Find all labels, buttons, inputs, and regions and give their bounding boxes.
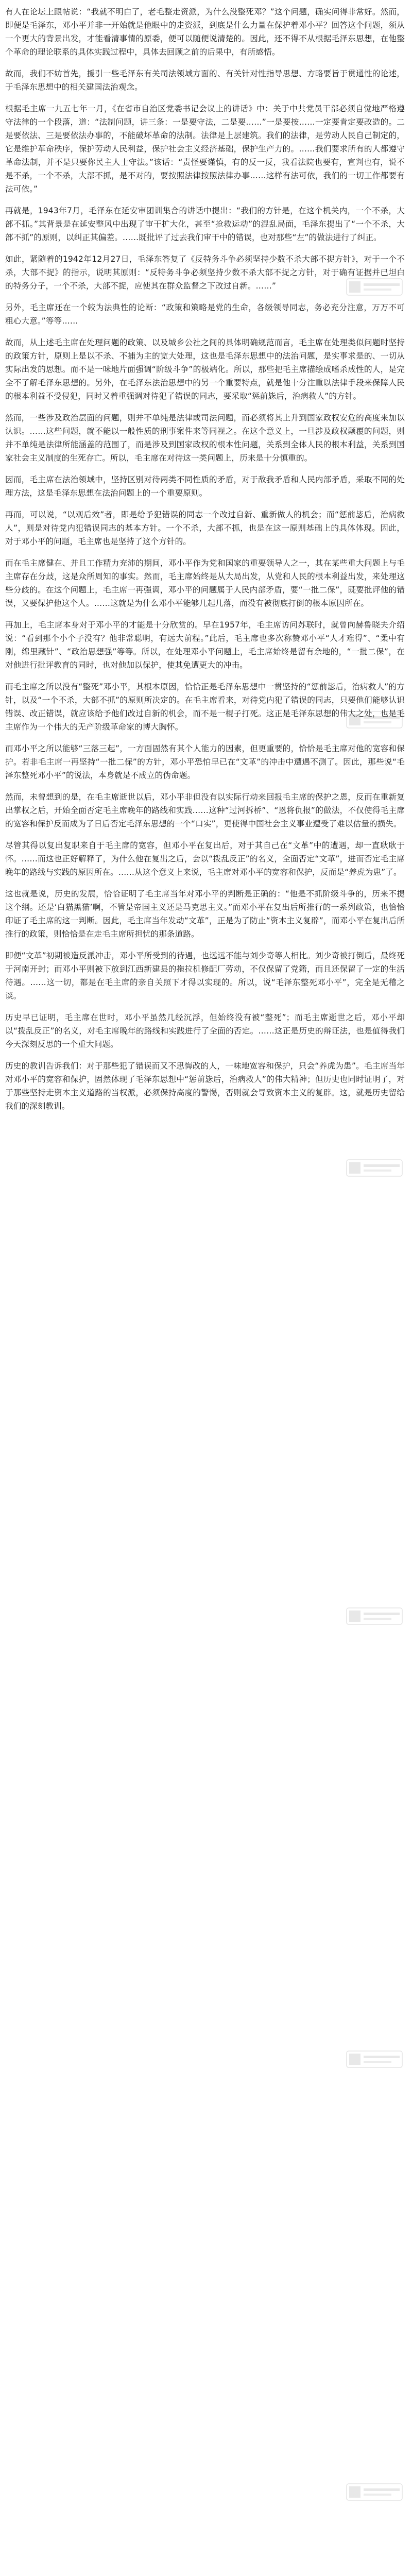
article-paragraph: 如此，紧随着的1942年12月27日，毛泽东答复了《反特务斗争必须坚持少数不杀大部不捉方针》，对于一个不杀，大部不捉》的指示，说明其原则：“反特务斗争必须坚持少数不杀大部不捉之方针，对于确有证据并已坦白的特务分子，一个不杀，大部不捉，应使其在群众监督之下改过自新。……” [5, 255, 405, 291]
article-paragraph: 有人在论坛上跟帖说：“我就不明白了，老毛整走资派，为什么没整死邓？”这个问题，确实问得非常好。然而，即便是毛泽东，邓小平并非一开始就是他眼中的走资派，到底是什么力量在保护着邓小平？回答这个问题，须从一个更大的背景出发，才能看清事情的原委，便可以随便说清楚的。因此，还不得不从根据毛泽东思想，在他整个革命的理论联系的具体实践过程中，具体去回顾之前的后果中，有所感悟。 [5, 7, 405, 57]
article-paragraph: 根据毛主席一九五七年一月，《在省市自治区党委书记会议上的讲话》中：关于中共党员干部必须自觉地严格遵守法律的一个段落，道：“法制问题，讲三条：一是要守法，二是要……”一是要按……一定要肯定要改造的。二是要依法、三是要依法办事的，不能破坏革命的法制。法律是上层建筑。我们的法律，是劳动人民自己制定的，它是维护革命秩序，保护劳动人民利益，保护社会主义经济基础，保护生产力的。……我们要求所有的人都遵守革命法制，并不是只要你民主人士守法。”该话：“责怪要谨慎，有的反一反，我看法院也要有，宣判也有，说不是不杀，一个不杀，大部不抓，是不对的，要按照法律按照法律办事……这样有法可依，我们的一切工作都要有法可依。” [5, 104, 405, 194]
article-paragraph: 再加上，毛主席本身对于邓小平的才能是十分欣赏的。早在1957年，毛主席访问苏联时，就曾向赫鲁晓夫介绍说：“看到那个小个子没有？他非常聪明，有远大前程。”此后，毛主席也多次称赞邓小平“人才难得”、“柔中有刚，绵里藏针”、“政治思想强”等等。所以，在处理邓小平问题上，毛主席始终是留有余地的，“一批二保”，在对他进行批评教育的同时，也对他加以保护，使其免遭更大的冲击。 [5, 620, 405, 670]
watermark-logo [346, 2050, 403, 2068]
watermark-logo [346, 1159, 403, 1177]
article-paragraph: 即便“文革”初期被造反派冲击，邓小平所受到的待遇，也远远不能与刘少奇等人相比。刘少奇被打倒后，最终死于河南开封；而邓小平则被下放到江西新建县的拖拉机修配厂劳动，不仅保留了党籍，而且还保留了一定的生活待遇。……这一切，都是在毛主席的亲自关照下才得以实现的。所以，说“毛泽东整死邓小平”，完全是无稽之谈。 [5, 951, 405, 1001]
article-paragraph: 历史的教训告诉我们：对于那些犯了错误而又不思悔改的人，一味地宽容和保护，只会“养虎为患”。毛主席当年对邓小平的宽容和保护，固然体现了毛泽东思想中“惩前毖后，治病救人”的伟大精神；但历史也同时证明了，对于那些坚持走资本主义道路的当权派，必须保持高度的警惕，否则就会导致资本主义的复辟。这，就是历史留给我们的深刻教训。 [5, 1061, 405, 1111]
watermark-logo [346, 1607, 403, 1625]
article-paragraph: 故而，我们不妨首先，援引一些毛泽东有关司法领域方面的、有关针对性指导思想、方略要旨于贯通性的论述，于毛泽东思想中的相关建国法治观念。 [5, 69, 405, 92]
article-paragraph: 尽管其得以复出复职来自于毛主席的宽容，但邓小平在复出后，对于其自己在“文革”中的遭遇，却一直耿耿于怀。……而这也正好解释了，为什么他在复出之后，会以“拨乱反正”的名义，全面否定“文革”，进而否定毛主席晚年的路线与实践的原因所在。……从这个意义上来说，毛主席对邓小平的宽容和保护，反而是“养虎为患”了。 [5, 841, 405, 877]
article-paragraph: 然而，一些涉及政治层面的问题，则并不单纯是法律或司法问题，而必须将其上升到国家政权安危的高度来加以认识。……这些问题，就不能以一般性质的刑事案件来等同视之。在这个意义上，一旦涉及政权颠覆的问题，则并不单纯是法律所能涵盖的范围了，而是涉及到国家政权的根本性问题，关系到全体人民的根本利益，关系到国家社会主义制度的生死存亡。所以，毛主席在对待这一类问题上，历来是十分慎重的。 [5, 413, 405, 463]
article-paragraph: 故而，从上述毛主席在处理问题的政策、以及城乡公社之间的具体明确规范而言，毛主席在处理类似问题时坚持的政策方针，原则上是以不杀、不捕为主的宽大处理，这也是毛泽东思想中的法治问题，是实事求是的、一切从实际出发的思想。而不是一味地片面强调“阶级斗争”的极端化。所以，那些把毛主席描绘成嗜杀成性的人，是完全不了解毛泽东思想的。另外，在毛泽东法治思想中的另一个重要特点，就是他十分注重以法律手段来保障人民的根本利益不受侵犯，同时又着重强调对待犯了错误的同志，要采取“惩前毖后，治病救人”的方针。 [5, 338, 405, 401]
article-paragraph: 而在毛主席健在、并且工作精力充沛的期间，邓小平作为党和国家的重要领导人之一，其在某些重大问题上与毛主席存在分歧，这是众所周知的事实。然而，毛主席始终是从大局出发，从党和人民的根本利益出发，来处理这些分歧的。在这个问题上，毛主席一再强调，邓小平的问题属于人民内部矛盾，要“一批二保”，既要批评他的错误，又要保护他这个人。……这就是为什么邓小平能够几起几落，而没有被彻底打倒的根本原因所在。 [5, 558, 405, 608]
article-paragraph: 另外，毛主席还在一个较为法典性的论断：“政策和策略是党的生命，各级领导同志，务必充分注意，万万不可粗心大意。”等等…… [5, 303, 405, 326]
watermark-logo [346, 2483, 403, 2501]
article-paragraph: 再而，可以说，“以观后效”者，即是给予犯错误的同志一个改过自新、重新做人的机会；而“惩前毖后，治病救人”，则是对待党内犯错误同志的基本方针。一个不杀，大部不抓，也是在这一原则基础上的具体体现。因此，对于邓小平的问题，毛主席也是坚持了这个方针的。 [5, 510, 405, 546]
article-paragraph: 历史早已证明，毛主席在世时，邓小平虽然几经沉浮，但始终没有被“整死”；而毛主席逝世之后，邓小平却以“拨乱反正”的名义，对毛主席晚年的路线和实践进行了全面的否定。……这正是历史的辩证法，也是值得我们今天深刻反思的一个重大问题。 [5, 1013, 405, 1049]
article-paragraph: 这也就是说，历史的发展，恰恰证明了毛主席当年对邓小平的判断是正确的：“他是不抓阶级斗争的，历来不提这个纲。还是‘白猫黑猫’啊，不管是帝国主义还是马克思主义。”而邓小平在复出后所推行的一系列政策，也恰恰印证了毛主席的这一判断。因此，毛主席当年发动“文革”，正是为了防止“资本主义复辟”，而邓小平在复出后所推行的政策，则恰恰是在走毛主席所担忧的那条道路。 [5, 889, 405, 939]
article-paragraph: 而毛主席之所以没有“整死”邓小平，其根本原因，恰恰正是毛泽东思想中一贯坚持的“惩前毖后，治病救人”的方针，以及“一个不杀，大部不抓”的原则所决定的。在毛主席看来，对待党内犯了错误的同志，只要他们能够认识错误、改正错误，就应该给予他们改过自新的机会，而不是一棍子打死。这正是毛泽东思想的伟大之处，也是毛主席作为一个伟大的无产阶级革命家的博大胸怀。 [5, 682, 405, 732]
article-paragraph: 因而，毛主席在法治领域中，坚持区别对待两类不同性质的矛盾，对于敌我矛盾和人民内部矛盾，采取不同的处理方法，这是毛泽东思想在法治问题上的一个重要原则。 [5, 475, 405, 498]
article-body [5, 5, 405, 1113]
article-paragraph: 然而，未曾想到的是，在毛主席逝世以后，邓小平非但没有以实际行动来回报毛主席的保护之恩，反而在重新复出掌权之后，开始全面否定毛主席晚年的路线和实践……这种“过河拆桥”、“恩将仇报”的做法，不仅使得毛主席的宽容和保护反而成为了日后否定毛泽东思想的一个“口实”，更使得中国社会主义事业遭受了难以估量的损失。 [5, 792, 405, 828]
article-paragraph: 再就是，1943年7月，毛泽东在延安审团训集合的讲话中提出：“我们的方针是，在这个机关内，一个不杀，大部不抓。”其背景是在延安整风中出现了审干扩大化，甚至“抢救运动”的混乱局面，毛泽东提出了“一个不杀，大部不抓”的原则，以纠正其偏差。……既批评了过去我们审干中的错误，也对那些“左”的做法进行了纠正。 [5, 206, 405, 242]
article-paragraph: 而邓小平之所以能够“三落三起”，一方面固然有其个人能力的因素，但更重要的，恰恰是毛主席对他的宽容和保护。若非毛主席一再坚持“一批二保”的方针，邓小平恐怕早已在“文革”的冲击中遭遇不测了。因此，那些说“毛泽东整死邓小平”的说法，本身就是不成立的伪命题。 [5, 744, 405, 780]
